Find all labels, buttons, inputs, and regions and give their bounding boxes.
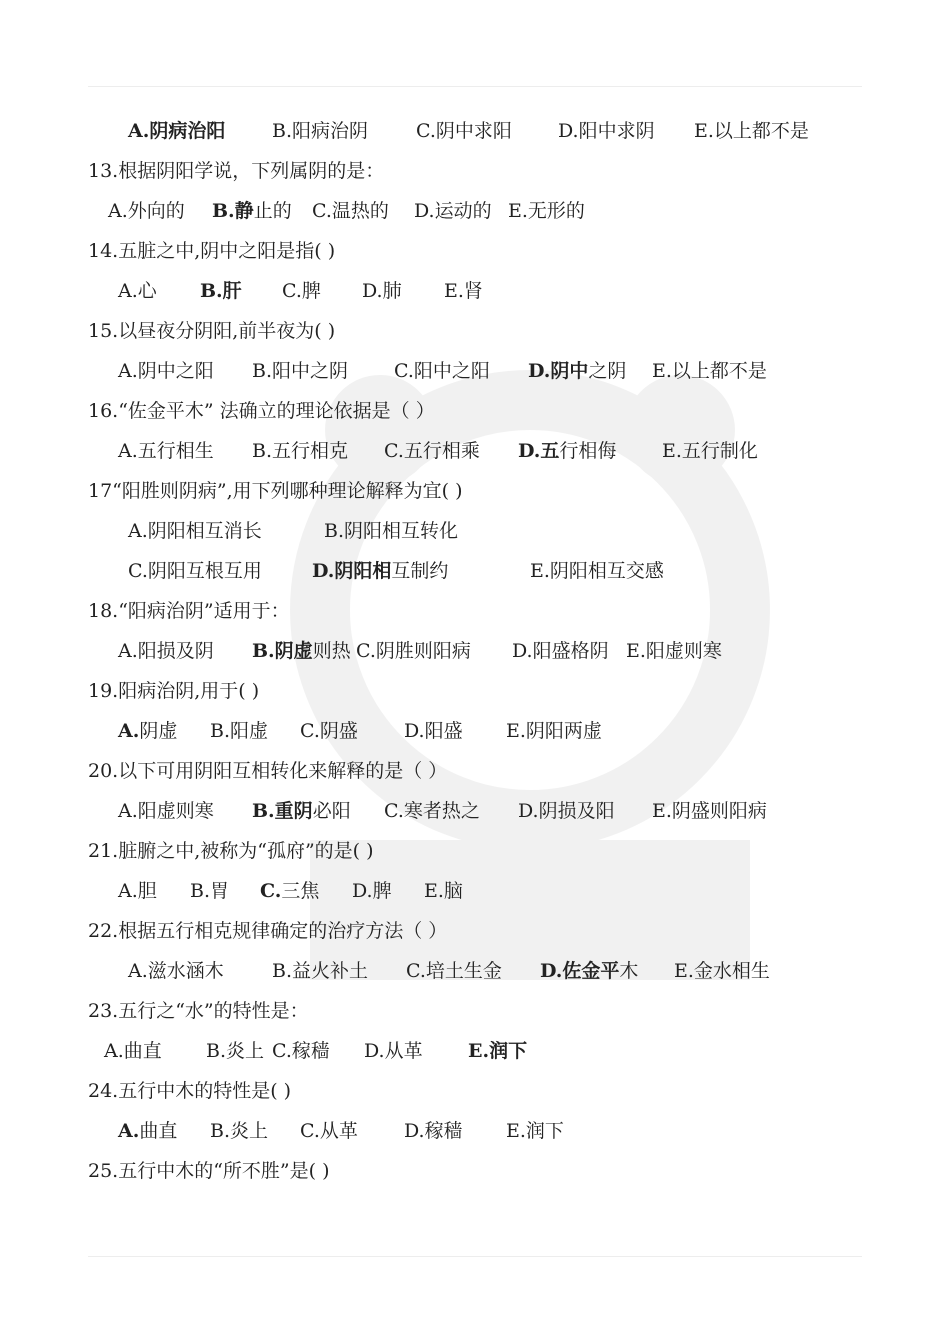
option-text: C.阴胜则阳病 <box>356 640 471 662</box>
answer-option <box>200 278 242 304</box>
option-text: C.稼穑 <box>272 1040 330 1062</box>
option-text: E.润下 <box>506 1120 564 1142</box>
answer-option <box>104 1038 162 1064</box>
answer-option <box>518 438 616 464</box>
answer-option <box>508 198 585 224</box>
option-text: D.从革 <box>364 1040 423 1062</box>
answer-option <box>210 1118 268 1144</box>
answer-option <box>530 558 664 584</box>
answer-option <box>128 518 262 544</box>
option-text: D.肺 <box>362 280 402 302</box>
answer-option <box>540 958 638 984</box>
question-text: 25.五行中木的“所不胜”是( ) <box>88 1160 330 1182</box>
option-text: C.阴中求阳 <box>416 120 512 142</box>
answer-marked-text: D.阴中 <box>528 360 589 382</box>
option-text: B.阳中之阴 <box>252 360 349 382</box>
answer-option <box>404 1118 463 1144</box>
answer-option <box>404 718 463 744</box>
answer-option <box>558 118 655 144</box>
answer-option <box>356 638 471 664</box>
option-text: 曲直 <box>139 1120 178 1142</box>
answer-marked-text: D.五 <box>518 440 560 462</box>
answer-marked-text: A. <box>118 720 140 742</box>
option-text: 木 <box>619 960 639 982</box>
answer-option <box>512 638 609 664</box>
option-text: B.胃 <box>190 880 230 902</box>
option-text: E.以上都不是 <box>694 120 809 142</box>
option-text: 之阴 <box>588 360 627 382</box>
option-text: C.五行相乘 <box>384 440 480 462</box>
answer-option <box>468 1038 527 1064</box>
option-text: C.温热的 <box>312 200 389 222</box>
answer-option <box>384 438 480 464</box>
option-text: D.脾 <box>352 880 392 902</box>
answer-option <box>694 118 809 144</box>
option-text: E.阴阳两虚 <box>506 720 602 742</box>
answer-option <box>252 798 351 824</box>
answer-option <box>416 118 512 144</box>
option-text: D.阳盛 <box>404 720 463 742</box>
answer-option <box>118 798 214 824</box>
answer-option <box>128 118 225 144</box>
option-text: B.阳虚 <box>210 720 269 742</box>
option-text: E.肾 <box>444 280 483 302</box>
answer-option <box>528 358 626 384</box>
answer-marked-text: E.润下 <box>468 1040 528 1062</box>
answer-option <box>260 878 319 904</box>
answer-option <box>406 958 502 984</box>
option-text: D.运动的 <box>414 200 492 222</box>
answer-option <box>272 118 368 144</box>
option-text: A.阴阳相互消长 <box>128 520 262 542</box>
option-text: A.阴中之阳 <box>118 360 214 382</box>
option-text: 行相侮 <box>559 440 617 462</box>
answer-option <box>662 438 758 464</box>
option-text: 阴虚 <box>139 720 178 742</box>
question-text: 20.以下可用阴阳互相转化来解释的是（ ） <box>88 760 448 782</box>
answer-option <box>206 1038 264 1064</box>
answer-option <box>118 278 157 304</box>
answer-option <box>352 878 392 904</box>
question-text: 17“阳胜则阴病”,用下列哪种理论解释为宜( ) <box>88 480 463 502</box>
option-text: E.阴盛则阳病 <box>652 800 767 822</box>
answer-option <box>212 198 292 224</box>
answer-marked-text: C. <box>260 880 282 902</box>
answer-option <box>362 278 402 304</box>
option-text: D.稼穑 <box>404 1120 463 1142</box>
answer-option <box>128 558 262 584</box>
answer-option <box>108 198 185 224</box>
answer-option <box>652 798 767 824</box>
answer-option <box>312 198 389 224</box>
answer-option <box>128 958 224 984</box>
answer-option <box>272 958 368 984</box>
answer-option <box>118 358 214 384</box>
answer-option <box>506 1118 564 1144</box>
option-text: 互制约 <box>391 560 449 582</box>
answer-option <box>506 718 602 744</box>
option-text: A.胆 <box>118 880 157 902</box>
answer-option <box>324 518 458 544</box>
option-text: A.外向的 <box>108 200 185 222</box>
answer-option <box>364 1038 423 1064</box>
answer-option <box>626 638 722 664</box>
option-text: C.寒者热之 <box>384 800 480 822</box>
footer-rule <box>88 1256 862 1257</box>
option-text: C.培土生金 <box>406 960 502 982</box>
answer-option <box>252 358 348 384</box>
question-text: 21.脏腑之中,被称为“孤府”的是( ) <box>88 840 374 862</box>
answer-option <box>190 878 229 904</box>
answer-option <box>424 878 463 904</box>
option-text: B.益火补土 <box>272 960 369 982</box>
option-text: C.阳中之阳 <box>394 360 490 382</box>
answer-option <box>414 198 492 224</box>
option-text: A.阳虚则寒 <box>118 800 214 822</box>
answer-option <box>118 638 214 664</box>
answer-option <box>674 958 770 984</box>
answer-option <box>394 358 490 384</box>
option-text: B.炎上 <box>210 1120 269 1142</box>
option-text: C.阴盛 <box>300 720 358 742</box>
option-text: E.以上都不是 <box>652 360 767 382</box>
option-text: B.阴阳相互转化 <box>324 520 459 542</box>
option-text: D.阳盛格阴 <box>512 640 609 662</box>
option-text: B.阳病治阴 <box>272 120 369 142</box>
answer-marked-text: B.重阴 <box>252 800 313 822</box>
answer-option <box>252 438 348 464</box>
answer-option <box>384 798 480 824</box>
option-text: 必阳 <box>312 800 351 822</box>
option-text: E.无形的 <box>508 200 585 222</box>
answer-marked-text: B.静 <box>212 200 254 222</box>
answer-option <box>300 1118 358 1144</box>
answer-option <box>118 718 177 744</box>
answer-marked-text: A. <box>118 1120 140 1142</box>
question-text: 13.根据阴阳学说，下列属阴的是： <box>88 160 385 182</box>
option-text: 三焦 <box>281 880 320 902</box>
answer-marked-text: D.佐金平 <box>540 960 620 982</box>
option-text: A.滋水涵木 <box>128 960 224 982</box>
option-text: 止的 <box>253 200 292 222</box>
answer-option <box>272 1038 330 1064</box>
answer-marked-text: B.肝 <box>200 280 242 302</box>
header-rule <box>88 86 862 87</box>
option-text: E.脑 <box>424 880 463 902</box>
answer-option <box>118 878 157 904</box>
question-text: 18.“阳病治阴”适用于： <box>88 600 290 622</box>
option-text: A.心 <box>118 280 157 302</box>
option-text: 则热 <box>312 640 351 662</box>
option-text: A.五行相生 <box>118 440 214 462</box>
option-text: C.从革 <box>300 1120 358 1142</box>
option-text: C.阴阳互根互用 <box>128 560 262 582</box>
option-text: E.五行制化 <box>662 440 758 462</box>
question-text: 16.“佐金平木” 法确立的理论依据是（ ） <box>88 400 435 422</box>
option-text: A.曲直 <box>104 1040 162 1062</box>
answer-marked-text: D.阴阳相 <box>312 560 392 582</box>
question-text: 14.五脏之中,阴中之阳是指( ) <box>88 240 336 262</box>
question-text: 15.以昼夜分阴阳,前半夜为( ) <box>88 320 336 342</box>
answer-marked-text: B.阴虚 <box>252 640 313 662</box>
option-text: D.阳中求阴 <box>558 120 655 142</box>
option-text: E.阴阳相互交感 <box>530 560 664 582</box>
option-text: E.金水相生 <box>674 960 770 982</box>
answer-option <box>444 278 483 304</box>
option-text: C.脾 <box>282 280 321 302</box>
answer-option <box>518 798 615 824</box>
option-text: B.五行相克 <box>252 440 349 462</box>
option-text: D.阴损及阳 <box>518 800 615 822</box>
question-text: 23.五行之“水”的特性是： <box>88 1000 309 1022</box>
answer-option <box>652 358 767 384</box>
option-text: B.炎上 <box>206 1040 265 1062</box>
answer-option <box>312 558 448 584</box>
answer-option <box>210 718 268 744</box>
option-text: E.阳虚则寒 <box>626 640 722 662</box>
answer-option <box>300 718 358 744</box>
answer-option <box>118 1118 177 1144</box>
answer-option <box>252 638 351 664</box>
question-text: 19.阳病治阴,用于( ) <box>88 680 260 702</box>
question-text: 24.五行中木的特性是( ) <box>88 1080 292 1102</box>
answer-option <box>282 278 321 304</box>
question-text: 22.根据五行相克规律确定的治疗方法（ ） <box>88 920 448 942</box>
answer-marked-text: A.阴病治阳 <box>128 120 226 142</box>
option-text: A.阳损及阴 <box>118 640 214 662</box>
answer-option <box>118 438 214 464</box>
